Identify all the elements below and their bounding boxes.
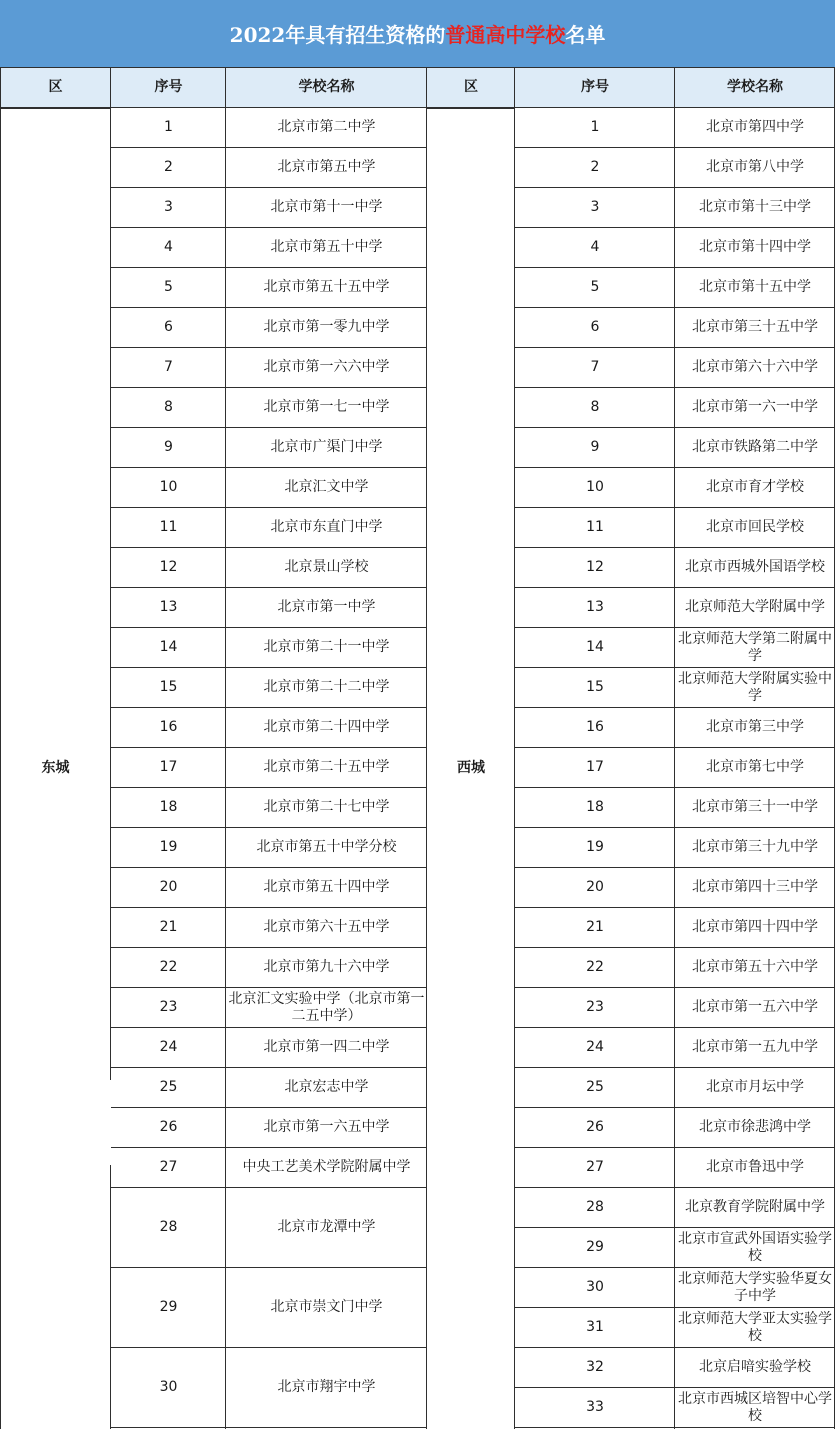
row-number: 15 — [515, 668, 675, 708]
row-number: 16 — [515, 708, 675, 748]
school-name: 北京市第三十一中学 — [675, 788, 835, 828]
row-number: 10 — [111, 468, 226, 508]
row-number: 31 — [515, 1308, 675, 1348]
school-name: 北京市第十五中学 — [675, 268, 835, 308]
row-number: 8 — [515, 388, 675, 428]
school-name: 北京市第二十一中学 — [226, 628, 427, 668]
row-number: 25 — [515, 1068, 675, 1108]
header-district-left: 区 — [0, 68, 111, 108]
school-name: 北京市第十四中学 — [675, 228, 835, 268]
school-name: 北京市第一六六中学 — [226, 348, 427, 388]
right-district-column — [427, 68, 515, 1429]
grid-line — [674, 68, 675, 1429]
school-name: 北京市第五中学 — [226, 148, 427, 188]
school-name: 北京市第一五六中学 — [675, 988, 835, 1028]
row-number: 21 — [515, 908, 675, 948]
row-number: 18 — [111, 788, 226, 828]
row-number: 21 — [111, 908, 226, 948]
header-school-left: 学校名称 — [226, 68, 427, 108]
row-number: 27 — [111, 1148, 226, 1188]
school-name: 北京市第二中学 — [226, 108, 427, 148]
row-number: 28 — [111, 1188, 226, 1268]
school-name: 北京市第一七一中学 — [226, 388, 427, 428]
row-number: 33 — [515, 1388, 675, 1428]
row-number: 14 — [515, 628, 675, 668]
school-name: 北京市第十三中学 — [675, 188, 835, 228]
row-number: 11 — [111, 508, 226, 548]
row-number: 18 — [515, 788, 675, 828]
row-number: 32 — [515, 1348, 675, 1388]
row-number: 13 — [515, 588, 675, 628]
row-number: 4 — [515, 228, 675, 268]
school-name: 北京市第一六一中学 — [675, 388, 835, 428]
school-name: 北京市铁路第二中学 — [675, 428, 835, 468]
school-name: 北京汇文实验中学（北京市第一二五中学） — [226, 988, 427, 1028]
school-name: 北京宏志中学 — [226, 1068, 427, 1108]
school-name: 北京市第二十五中学 — [226, 748, 427, 788]
grid-line — [514, 68, 515, 1429]
school-name: 北京师范大学实验华夏女子中学 — [675, 1268, 835, 1308]
district-header-rule-right — [427, 108, 515, 109]
school-name: 北京市育才学校 — [675, 468, 835, 508]
row-number: 19 — [515, 828, 675, 868]
row-number: 9 — [111, 428, 226, 468]
left-school-column — [226, 68, 427, 1429]
row-number: 19 — [111, 828, 226, 868]
school-name: 北京市第一六五中学 — [226, 1108, 427, 1148]
row-number: 7 — [515, 348, 675, 388]
right-school-column — [675, 68, 835, 1429]
row-number: 24 — [515, 1028, 675, 1068]
header-district-right: 区 — [427, 68, 515, 108]
row-number: 11 — [515, 508, 675, 548]
row-number: 26 — [111, 1108, 226, 1148]
row-number: 14 — [111, 628, 226, 668]
row-number: 15 — [111, 668, 226, 708]
school-name: 北京市第六十六中学 — [675, 348, 835, 388]
school-name: 北京师范大学第二附属中学 — [675, 628, 835, 668]
row-number: 7 — [111, 348, 226, 388]
row-number: 26 — [515, 1108, 675, 1148]
row-number: 13 — [111, 588, 226, 628]
row-number: 12 — [111, 548, 226, 588]
row-number: 3 — [515, 188, 675, 228]
school-name: 北京市第八中学 — [675, 148, 835, 188]
row-number: 17 — [515, 748, 675, 788]
table-title — [0, 0, 835, 68]
row-number: 30 — [515, 1268, 675, 1308]
row-number: 6 — [111, 308, 226, 348]
school-name: 北京市广渠门中学 — [226, 428, 427, 468]
school-name: 北京市第十一中学 — [226, 188, 427, 228]
row-number: 30 — [111, 1348, 226, 1428]
row-number: 25 — [111, 1068, 226, 1108]
header-number-left: 序号 — [111, 68, 226, 108]
row-number: 9 — [515, 428, 675, 468]
school-name: 北京师范大学附属实验中学 — [675, 668, 835, 708]
school-name: 北京市第二十二中学 — [226, 668, 427, 708]
school-name: 北京市龙潭中学 — [226, 1188, 427, 1268]
school-name: 北京市第五十六中学 — [675, 948, 835, 988]
school-name: 北京市第三十九中学 — [675, 828, 835, 868]
school-name: 北京市月坛中学 — [675, 1068, 835, 1108]
row-number: 17 — [111, 748, 226, 788]
grid-line — [225, 68, 226, 1429]
row-number: 28 — [515, 1188, 675, 1228]
row-number: 1 — [515, 108, 675, 148]
row-number: 23 — [111, 988, 226, 1028]
grid-line — [426, 68, 427, 1429]
row-number: 20 — [515, 868, 675, 908]
school-name: 北京景山学校 — [226, 548, 427, 588]
header-school-right: 学校名称 — [675, 68, 835, 108]
school-name: 北京市第二十七中学 — [226, 788, 427, 828]
grid-line — [110, 1165, 111, 1429]
row-number: 4 — [111, 228, 226, 268]
school-name: 北京市第七中学 — [675, 748, 835, 788]
school-name: 北京市第九十六中学 — [226, 948, 427, 988]
row-number: 1 — [111, 108, 226, 148]
school-name: 北京市鲁迅中学 — [675, 1148, 835, 1188]
row-number: 24 — [111, 1028, 226, 1068]
school-name: 北京市第二十四中学 — [226, 708, 427, 748]
title-prefix: 2022年具有招生资格的 — [229, 23, 446, 47]
school-name: 北京市第四十四中学 — [675, 908, 835, 948]
district-xicheng: 西城 — [457, 760, 485, 776]
left-district-column — [0, 68, 111, 1429]
school-name: 北京市第一零九中学 — [226, 308, 427, 348]
school-name: 北京市东直门中学 — [226, 508, 427, 548]
grid-line — [110, 68, 111, 1080]
school-name: 北京市第五十五中学 — [226, 268, 427, 308]
right-number-column — [515, 68, 675, 1429]
school-name: 北京市崇文门中学 — [226, 1268, 427, 1348]
row-number: 8 — [111, 388, 226, 428]
school-name: 北京师范大学附属中学 — [675, 588, 835, 628]
school-name: 北京市徐悲鸿中学 — [675, 1108, 835, 1148]
row-number: 2 — [515, 148, 675, 188]
school-name: 北京市西城区培智中心学校 — [675, 1388, 835, 1428]
school-name: 北京市第一四二中学 — [226, 1028, 427, 1068]
school-name: 北京师范大学亚太实验学校 — [675, 1308, 835, 1348]
district-dongcheng: 东城 — [41, 760, 70, 776]
row-number: 2 — [111, 148, 226, 188]
title-highlight: 普通高中学校 — [445, 23, 566, 47]
school-name: 北京启喑实验学校 — [675, 1348, 835, 1388]
row-number: 20 — [111, 868, 226, 908]
row-number: 27 — [515, 1148, 675, 1188]
school-name: 北京市回民学校 — [675, 508, 835, 548]
row-number: 23 — [515, 988, 675, 1028]
title-suffix: 名单 — [565, 23, 606, 47]
school-name: 北京市西城外国语学校 — [675, 548, 835, 588]
school-name: 北京市第三中学 — [675, 708, 835, 748]
school-name: 北京市第四中学 — [675, 108, 835, 148]
school-name: 北京市第六十五中学 — [226, 908, 427, 948]
school-name: 北京市翔宇中学 — [226, 1348, 427, 1428]
school-name: 北京市宣武外国语实验学校 — [675, 1228, 835, 1268]
school-name: 北京市第五十四中学 — [226, 868, 427, 908]
school-name: 中央工艺美术学院附属中学 — [226, 1148, 427, 1188]
district-header-rule-left — [0, 108, 111, 109]
row-number: 29 — [111, 1268, 226, 1348]
row-number: 22 — [111, 948, 226, 988]
header-number-right: 序号 — [515, 68, 675, 108]
left-number-column — [111, 68, 226, 1429]
row-number: 16 — [111, 708, 226, 748]
school-name: 北京市第三十五中学 — [675, 308, 835, 348]
school-name: 北京汇文中学 — [226, 468, 427, 508]
row-number: 3 — [111, 188, 226, 228]
school-name: 北京市第五十中学分校 — [226, 828, 427, 868]
school-name: 北京市第四十三中学 — [675, 868, 835, 908]
grid-line — [0, 68, 1, 1429]
school-name: 北京市第五十中学 — [226, 228, 427, 268]
row-number: 29 — [515, 1228, 675, 1268]
row-number: 5 — [111, 268, 226, 308]
row-number: 6 — [515, 308, 675, 348]
school-name: 北京教育学院附属中学 — [675, 1188, 835, 1228]
row-number: 10 — [515, 468, 675, 508]
school-name: 北京市第一五九中学 — [675, 1028, 835, 1068]
row-number: 5 — [515, 268, 675, 308]
row-number: 12 — [515, 548, 675, 588]
row-number: 22 — [515, 948, 675, 988]
school-name: 北京市第一中学 — [226, 588, 427, 628]
